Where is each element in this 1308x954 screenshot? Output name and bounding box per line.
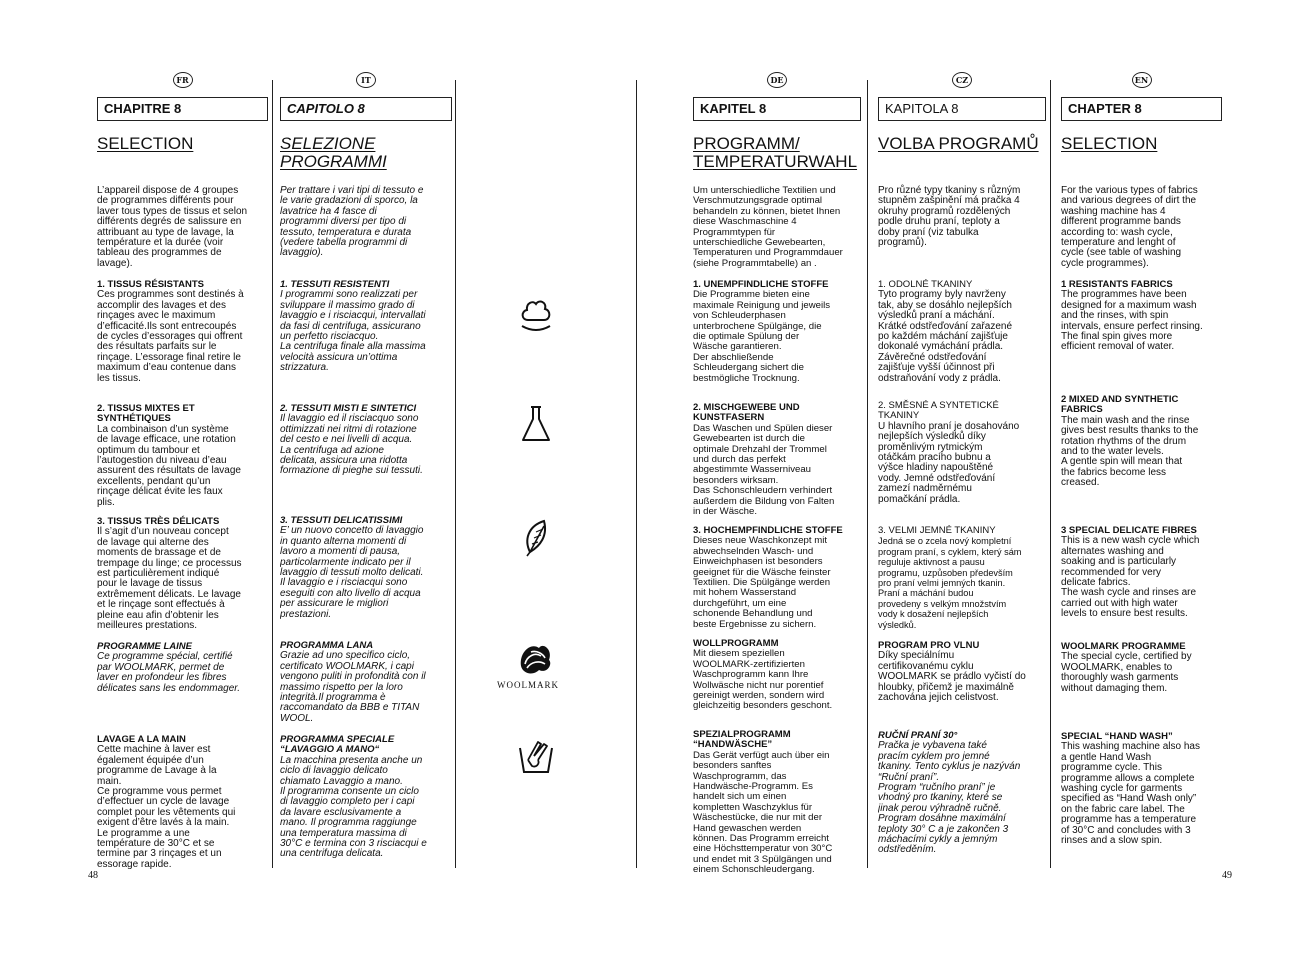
section-heading: RUČNÍ PRANÍ 30° bbox=[878, 730, 958, 741]
section-title: SELECTION bbox=[97, 134, 194, 153]
section-text: I programmi sono realizzati per sviluppare il massimo grado di lavaggio e i risciacqui, intervallati da fasi di centrifuga, assicurano un perfetto risciacquo. La centrifuga finale alla massima velocità assicura un’ottima strizzatura. bbox=[280, 289, 426, 374]
section-text: Die Programme bieten eine maximale Reinigung und jeweils von Schleuderphasen unterbrochene Spülgänge, die die optimale Spülung der Wäsche garantieren. Der abschließende Schleudergang sichert die bestmögliche Trocknung. bbox=[693, 289, 831, 384]
language-badge-de: DE bbox=[767, 72, 787, 88]
section-text: The special cycle, certified by WOOLMARK, enables to thoroughly wash garments without damaging them. bbox=[1061, 651, 1192, 694]
section-heading: 2. TESSUTI MISTI E SINTETICI bbox=[280, 403, 417, 414]
section-text: The programmes have been designed for a maximum wash and the rinses, with spin intervals, ensure perfect rinsing. The final spin gives more efficient removal of water. bbox=[1061, 289, 1203, 353]
section-mixed bbox=[878, 401, 1046, 505]
section-text: Ce programme spécial, certifié par WOOLMARK, permet de laver en profondeur les fibres délicates sans les endommager. bbox=[97, 651, 241, 694]
section-hand-wash bbox=[693, 730, 861, 876]
section-text: The main wash and the rinse gives best results thanks to the rotation rhythms of the drum and to the water levels. A gentle spin will mean that the fabrics become less creased. bbox=[1061, 414, 1199, 489]
chapter-label: CAPITOLO 8 bbox=[280, 97, 452, 121]
section-heading: PROGRAMMA SPECIALE “LAVAGGIO A MANO“ bbox=[280, 734, 395, 756]
language-badge-fr: FR bbox=[173, 72, 193, 88]
section-heading: SPECIAL “HAND WASH” bbox=[1061, 731, 1173, 742]
section-heading: 3. HOCHEMPFINDLICHE STOFFE bbox=[693, 525, 843, 536]
section-heading: PROGRAMME LAINE bbox=[97, 641, 192, 652]
section-wool bbox=[97, 642, 268, 694]
language-badge-en: EN bbox=[1132, 72, 1152, 88]
page-fold-line bbox=[636, 80, 637, 868]
section-text: Mit diesem speziellen WOOLMARK-zertifizierten Waschprogramm kann Ihre Wollwäsche nicht nur porentief gereinigt werden, sondern wird gleichzeitig besonders geschont. bbox=[693, 648, 833, 712]
section-heading: WOOLMARK PROGRAMME bbox=[1061, 641, 1186, 652]
section-heading: 1. TISSUS RÉSISTANTS bbox=[97, 279, 204, 290]
section-mixed bbox=[1061, 395, 1222, 489]
section-heading: 2. TISSUS MIXTES ET SYNTHÉTIQUES bbox=[97, 403, 195, 425]
section-hand-wash bbox=[1061, 732, 1222, 846]
section-heading: LAVAGE A LA MAIN bbox=[97, 734, 186, 745]
section-text: This is a new wash cycle which alternates washing and soaking and is particularly recommended for very delicate fabrics. The wash cycle and rinses are carried out with high water levels to ensure best results. bbox=[1061, 535, 1200, 620]
column-fr bbox=[97, 72, 268, 872]
section-heading: 1. UNEMPFINDLICHE STOFFE bbox=[693, 279, 829, 290]
section-text: Das Waschen und Spülen dieser Gewebearten ist durch die optimale Drehzahl der Trommel und durch das perfekt abgestimmte Wasserniveau besonders wirksam. Das Schonschleudern verhindert außerdem die Bildung von Falten in der Wäsche. bbox=[693, 422, 835, 518]
section-resistant bbox=[693, 280, 861, 384]
cotton-cloud-icon bbox=[518, 294, 554, 334]
section-text: Grazie ad uno specifico ciclo, certificato WOOLMARK, i capi vengono puliti in profondità con il massimo rispetto per la loro integrità.Il programma è raccomandato da BBB e TITAN WOOL. bbox=[280, 650, 426, 724]
section-delicate bbox=[1061, 526, 1222, 620]
section-heading: 1 RESISTANTS FABRICS bbox=[1061, 279, 1173, 290]
section-title: PROGRAMM/ TEMPERATURWAHL bbox=[693, 134, 858, 171]
section-text: Ces programmes sont destinés à accomplir des lavages et des rinçages avec le maximum d’efficacité.Ils sont entrecoupés de cycles d’essorages qui offrent des résultats parfaits sur le rinçage. L’essorage final retire le maximum d’eau contenue dans les tissus. bbox=[97, 289, 244, 384]
section-text: Il lavaggio ed il risciacquo sono ottimizzati nei ritmi di rotazione del cesto e nei livelli di acqua. La centrifuga ad azione delicata, assicura una ridotta formazione di pieghe sui tessuti. bbox=[280, 413, 423, 477]
intro-text: L’appareil dispose de 4 groupes de programmes différents pour laver tous types de tissus et selon différents degrés de salissure en attribuant au type de lavage, la température et la durée (voir tableau des programmes de lavage). bbox=[97, 185, 248, 269]
section-heading: 3. TISSUS TRÈS DÉLICATS bbox=[97, 516, 220, 527]
section-heading: WOLLPROGRAMM bbox=[693, 638, 779, 649]
section-text: Díky speciálnímu certifikovanému cyklu WOOLMARK se prádlo vyčistí do hloubky, přičemž je maximálně zachována jejich celistvost. bbox=[878, 650, 1026, 704]
section-title: VOLBA PROGRAMŮ bbox=[878, 134, 1039, 153]
section-text: Il s’agit d’un nouveau concept de lavage qui alterne des moments de brassage et de trempage du linge; ce processus est particulièrement indiqué pour le lavage de tissus extrêmement délicats. Le lavage et le rinçage sont effectués à pleine eau afin d’obtenir les meilleures prestations. bbox=[97, 526, 242, 632]
section-heading: 3. TESSUTI DELICATISSIMI bbox=[280, 515, 403, 526]
section-text: This washing machine also has a gentle Hand Wash programme cycle. This programme allows a complete washing cycle for garments specified as “Hand Wash only” on the fabric care label. The programme has a temperature of 30°C and concludes with 3 rinses and a slow spin. bbox=[1061, 741, 1200, 847]
section-delicate bbox=[97, 517, 268, 631]
column-divider bbox=[1050, 80, 1051, 868]
section-resistant bbox=[280, 280, 452, 374]
section-heading: 2. MISCHGEWEBE UND KUNSTFASERN bbox=[693, 402, 800, 424]
section-heading: 3. VELMI JEMNÉ TKANINY bbox=[878, 525, 996, 536]
section-text: E’ un nuovo concetto di lavaggio in quanto alterna momenti di lavoro a momenti di pausa, particolarmente indicato per il lavaggio di tessuti molto delicati. Il lavaggio e i risciacqui sono eseguiti con alto livello di acqua per assicurare le migliori prestazioni. bbox=[280, 525, 424, 620]
section-heading: 2 MIXED AND SYNTHETIC FABRICS bbox=[1061, 394, 1179, 416]
section-heading: 3 SPECIAL DELICATE FIBRES bbox=[1061, 525, 1197, 536]
flask-icon bbox=[518, 404, 554, 444]
section-hand-wash bbox=[97, 735, 268, 870]
section-wool bbox=[1061, 642, 1222, 694]
section-text: U hlavního praní je dosahováno nejlepších výsledků díky proměnlivým rytmickým otáčkám pracího bubnu a výšce hladiny napouštěné vody. Jemné odstřeďování zamezí nadměrnému pomačkání prádla. bbox=[878, 420, 1020, 505]
section-title: SELEZIONE PROGRAMMI bbox=[280, 134, 387, 171]
chapter-label: KAPITOLA 8 bbox=[878, 97, 1046, 121]
section-resistant bbox=[1061, 280, 1222, 353]
section-delicate bbox=[878, 526, 1046, 630]
page-number-left: 48 bbox=[88, 870, 98, 881]
chapter-label: CHAPTER 8 bbox=[1061, 97, 1222, 121]
section-wool bbox=[693, 639, 861, 712]
section-hand-wash bbox=[280, 735, 452, 860]
column-it bbox=[280, 72, 452, 872]
woolmark-logo-icon bbox=[515, 638, 557, 678]
section-hand-wash bbox=[878, 731, 1046, 856]
section-mixed bbox=[693, 403, 861, 517]
section-text: Dieses neue Waschkonzept mit abwechselnden Wasch- und Einweichphasen ist besonders geeignet für die Wäsche feinster Textilien. Die Spülgänge werden mit hohem Wasserstand durchgeführt, um eine schonende Behandlung und beste Ergebnisse zu sichern. bbox=[693, 535, 831, 630]
column-de bbox=[693, 72, 861, 882]
page-number-right: 49 bbox=[1222, 870, 1232, 881]
language-badge-cz: CZ bbox=[952, 72, 972, 88]
column-cz bbox=[878, 72, 1046, 872]
section-heading: SPEZIALPROGRAMM “HANDWÄSCHE” bbox=[693, 729, 791, 751]
section-text: Pračka je vybavena také pracím cyklem pro jemné tkaniny. Tento cyklus je nazýván “Ruční praní”. Program “ručního praní” je vhodný pro tkaniny, které se jinak perou výhradně ručně. Program dosáhne maximální teploty 30° C a je zakončen 3 máchacími cykly a jemným odstředěním. bbox=[878, 740, 1021, 856]
section-resistant bbox=[97, 280, 268, 384]
section-text: Cette machine à laver est également équipée d’un programme de Lavage à la main. Ce programme vous permet d’effectuer un cycle de lavage complet pour les vêtements qui exigent d’être lavés à la main. Le programme a une température de 30°C et se termine par 3 rinçages et un essorage rapide. bbox=[97, 744, 236, 870]
feather-icon bbox=[518, 518, 554, 558]
chapter-label: KAPITEL 8 bbox=[693, 97, 861, 121]
section-title: SELECTION bbox=[1061, 134, 1158, 153]
section-resistant bbox=[878, 280, 1046, 384]
intro-text: Pro různé typy tkaniny s různým stupněm zašpinění má pračka 4 okruhy programů rozdělených podle druhu praní, teploty a doby praní (viz tabulka programů). bbox=[878, 185, 1021, 249]
section-heading: PROGRAM PRO VLNU bbox=[878, 640, 980, 651]
section-heading: 2. SMĚSNÉ A SYNTETICKÉ TKANINY bbox=[878, 400, 999, 422]
section-mixed bbox=[280, 404, 452, 477]
intro-text: Per trattare i vari tipi di tessuto e le varie gradazioni di sporco, la lavatrice ha 4 fasce di programmi diversi per tipo di tessuto, temperatura e durata (vedere tabella programmi di lavaggio). bbox=[280, 185, 424, 259]
intro-text: Um unterschiedliche Textilien und Verschmutzungsgrade optimal behandeln zu können, bietet Ihnen diese Waschmaschine 4 Programmtypen für unterschiedliche Gewebearten, Temperaturen und Programmdauer (siehe Programmtabelle) an . bbox=[693, 185, 843, 269]
intro-text: For the various types of fabrics and various degrees of dirt the washing machine has 4 different programme bands according to: wash cycle, temperature and lenght of cycle (see table of washing cycle programmes). bbox=[1061, 185, 1198, 269]
column-en bbox=[1061, 72, 1222, 872]
section-delicate bbox=[693, 526, 861, 630]
section-text: Tyto programy byly navrženy tak, aby se dosáhlo nejlepších výsledků praní a máchání. Krátké odstřeďování zařazené po každém máchání zajišťuje dokonalé vymáchání prádla. Závěrečné odstřeďování zajišťuje vyšší účinnost při odstraňování vody z prádla. bbox=[878, 289, 1012, 384]
section-text: La combinaison d’un système de lavage efficace, une rotation optimum du tambour et l’autogestion du niveau d’eau assurent des résultats de lavage excellents, pendant qu’un rinçage délicat évite les faux plis. bbox=[97, 423, 241, 508]
section-text: Das Gerät verfügt auch über ein besonders sanftes Waschprogramm, das Handwäsche-Programm. Es handelt sich um einen kompletten Waschzyklus für Wäschestücke, die nur mit der Hand gewaschen werden können. Das Programm erreicht eine Höchsttemperatur von 30°C und endet mit 3 Spülgängen und einem Schonschleudergang. bbox=[693, 749, 833, 876]
column-divider bbox=[867, 80, 868, 868]
woolmark-wordmark: WOOLMARK bbox=[497, 680, 559, 690]
section-wool bbox=[878, 641, 1046, 703]
section-heading: 1. TESSUTI RESISTENTI bbox=[280, 279, 390, 290]
section-heading: PROGRAMMA LANA bbox=[280, 640, 374, 651]
column-divider bbox=[272, 80, 273, 868]
chapter-label: CHAPITRE 8 bbox=[97, 97, 268, 121]
section-delicate bbox=[280, 516, 452, 620]
column-divider bbox=[455, 80, 456, 868]
section-mixed bbox=[97, 404, 268, 508]
section-wool bbox=[280, 641, 452, 724]
language-badge-it: IT bbox=[356, 72, 376, 88]
hand-wash-icon bbox=[518, 736, 554, 776]
section-text: Jedná se o zcela nový kompletní program praní, s cyklem, který sám reguluje aktivnost a pausu programu, uzpůsoben především pro praní velmi jemných tkanin. Praní a máchání budou provedeny s velkým množstvím vody k dosažení nejlepších výsledků. bbox=[878, 536, 1022, 630]
section-heading: 1. ODOLNÉ TKANINY bbox=[878, 279, 973, 290]
section-text: La macchina presenta anche un ciclo di lavaggio delicato chiamato Lavaggio a mano. Il programma consente un ciclo di lavaggio completo per i capi da lavare esclusivamente a mano. Il programma raggiunge una temperatura massima di 30°C e termina con 3 risciacqui e una centrifuga delicata. bbox=[280, 754, 427, 860]
